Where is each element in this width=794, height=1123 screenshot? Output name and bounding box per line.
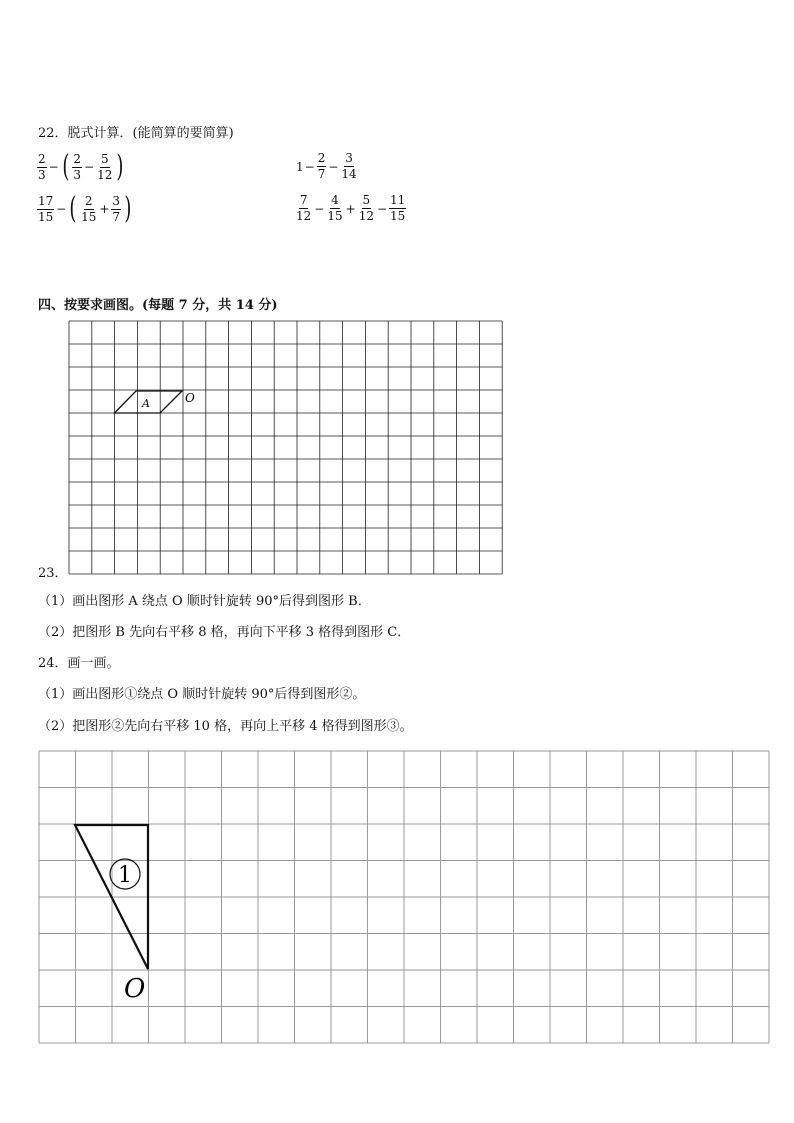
fraction: $\frac{2}{7}$ bbox=[317, 151, 326, 181]
q23-grid bbox=[69, 321, 502, 574]
shape-1-label: 1 bbox=[118, 863, 132, 888]
q22-expression-2: 1 − $\frac{2}{7}$ − $\frac{3}{14}$ bbox=[296, 151, 357, 181]
q22-expression-4: $\frac{7}{12}$ − $\frac{4}{15}$ + $\frac{5}{12}$ − $\frac{11}{15}$ bbox=[296, 193, 406, 223]
fraction: $\frac{2}{3}$ bbox=[38, 151, 46, 182]
q23-task-1: （1）画出图形 A 绕点 O 顺时针旋转 90°后得到图形 B． bbox=[38, 594, 371, 609]
q24-grid-figure bbox=[36, 748, 772, 1048]
fraction: $\frac{17}{15}$ bbox=[38, 193, 54, 224]
left-paren: ( bbox=[69, 191, 77, 226]
fraction: $\frac{5}{12}$ bbox=[97, 151, 113, 182]
q24-task-2: （2）把图形②先向右平移 10 格，再向上平移 4 格得到图形③。 bbox=[38, 719, 413, 734]
q23-number: 23． bbox=[38, 566, 68, 581]
section-4-title: 四、按要求画图。(每题 7 分，共 14 分) bbox=[38, 298, 278, 313]
point-o-label: O bbox=[185, 391, 195, 405]
q23-task-2: （2）把图形 B 先向右平移 8 格，再向下平移 3 格得到图形 C． bbox=[38, 625, 411, 640]
q23-grid-figure bbox=[66, 320, 506, 580]
fraction: $\frac{11}{15}$ bbox=[390, 193, 406, 223]
q24-task-1: （1）画出图形①绕点 O 顺时针旋转 90°后得到图形②。 bbox=[38, 687, 366, 702]
fraction: $\frac{3}{7}$ bbox=[112, 193, 121, 224]
fraction: $\frac{5}{12}$ bbox=[358, 193, 374, 223]
fraction: $\frac{3}{14}$ bbox=[341, 151, 357, 181]
left-paren: ( bbox=[62, 149, 70, 184]
fraction: $\frac{2}{3}$ bbox=[73, 151, 82, 182]
fraction: $\frac{7}{12}$ bbox=[296, 193, 312, 223]
q22-title: 22．脱式计算．(能简算的要简算) bbox=[38, 126, 234, 141]
right-paren: ) bbox=[124, 191, 132, 226]
q22-expression-3: $\frac{17}{15}$ − ( $\frac{2}{15}$ + $\frac{3}{7}$ ) bbox=[38, 191, 132, 226]
point-o-label: O bbox=[124, 974, 146, 1004]
shape-a-label: A bbox=[142, 397, 150, 410]
fraction: $\frac{4}{15}$ bbox=[327, 193, 343, 223]
fraction: $\frac{2}{15}$ bbox=[81, 193, 97, 224]
q24-title: 24．画一画。 bbox=[38, 656, 120, 671]
right-paren: ) bbox=[116, 149, 124, 184]
q22-expression-1: $\frac{2}{3}$ − ( $\frac{2}{3}$ − $\frac{5}{12}$ ) bbox=[38, 149, 124, 184]
